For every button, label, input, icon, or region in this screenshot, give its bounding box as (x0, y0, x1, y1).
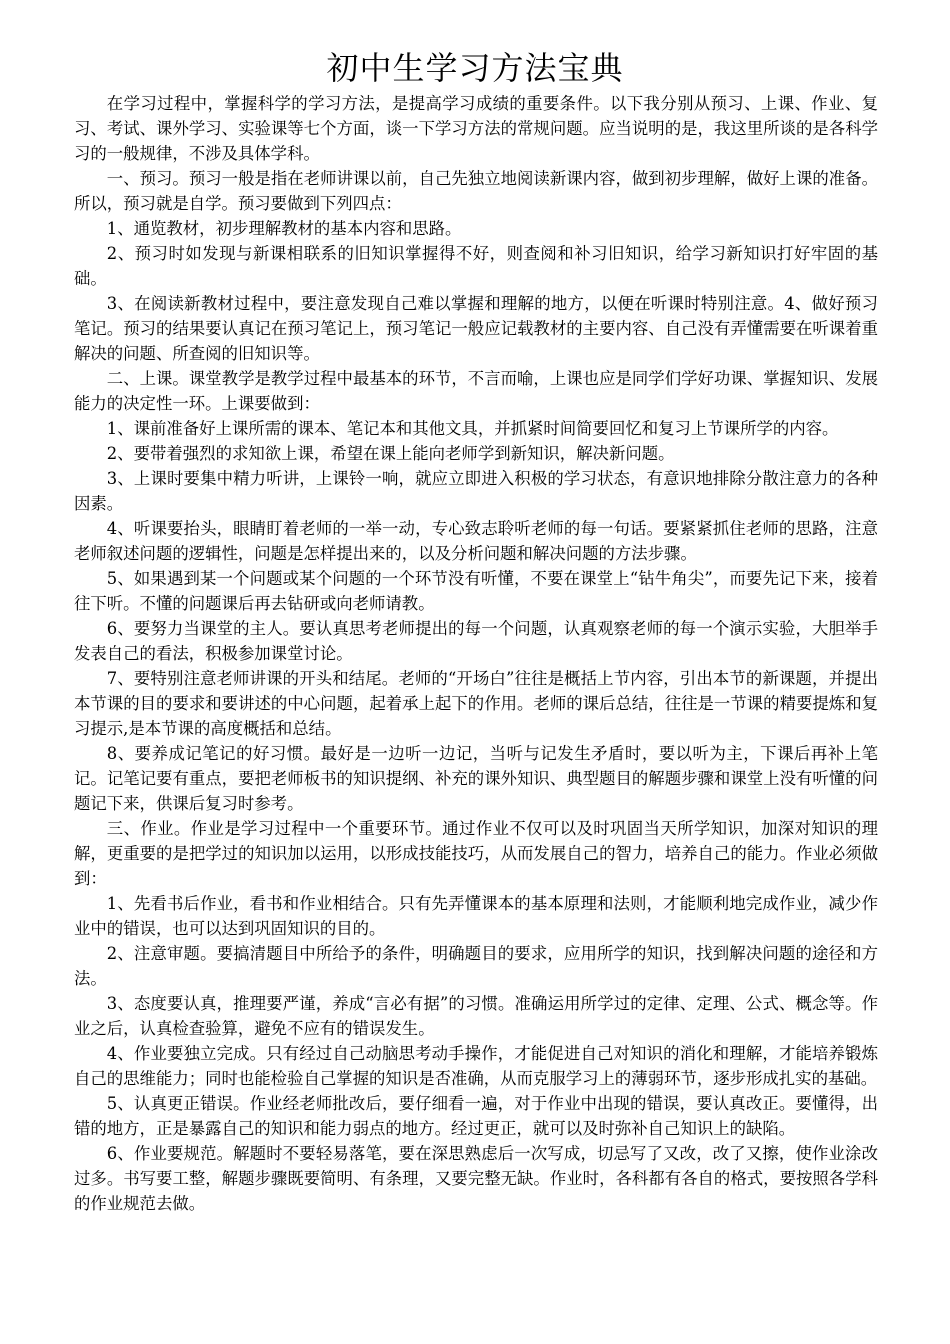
paragraph: 4、听课要抬头，眼睛盯着老师的一举一动，专心致志聆听老师的每一句话。要紧紧抓住老师的思路，注意老师叙述问题的逻辑性，问题是怎样提出来的，以及分析问题和解决问题的方法步骤。 (74, 519, 878, 563)
paragraph: 1、先看书后作业，看书和作业相结合。只有先弄懂课本的基本原理和法则，才能顺利地完成作业，减少作业中的错误，也可以达到巩固知识的目的。 (74, 894, 878, 938)
paragraph: 三、作业。作业是学习过程中一个重要环节。通过作业不仅可以及时巩固当天所学知识，加深对知识的理解，更重要的是把学过的知识加以运用，以形成技能技巧，从而发展自己的智力，培养自己的能力。作业必须做到： (74, 819, 878, 888)
paragraph: 5、如果遇到某一个问题或某个问题的一个环节没有听懂，不要在课堂上“钻牛角尖”，而要先记下来，接着往下听。不懂的问题课后再去钻研或向老师请教。 (74, 569, 878, 613)
paragraph: 在学习过程中，掌握科学的学习方法，是提高学习成绩的重要条件。以下我分别从预习、上课、作业、复习、考试、课外学习、实验课等七个方面，谈一下学习方法的常规问题。应当说明的是，我这里所谈的是各科学习的一般规律，不涉及具体学科。 (74, 94, 878, 163)
document-title: 初中生学习方法宝典 (326, 49, 624, 87)
paragraph: 2、注意审题。要搞清题目中所给予的条件，明确题目的要求，应用所学的知识，找到解决问题的途径和方法。 (74, 944, 878, 988)
paragraph: 3、上课时要集中精力听讲，上课铃一响，就应立即进入积极的学习状态，有意识地排除分散注意力的各种因素。 (74, 469, 878, 513)
document-body (74, 91, 878, 1216)
paragraph: 8、要养成记笔记的好习惯。最好是一边听一边记，当听与记发生矛盾时，要以听为主，下课后再补上笔记。记笔记要有重点，要把老师板书的知识提纲、补充的课外知识、典型题目的解题步骤和课堂上没有听懂的问题记下来，供课后复习时参考。 (74, 744, 878, 813)
paragraph: 3、态度要认真，推理要严谨，养成“言必有据”的习惯。准确运用所学过的定律、定理、公式、概念等。作业之后，认真检查验算，避免不应有的错误发生。 (74, 994, 878, 1038)
paragraph: 1、课前准备好上课所需的课本、笔记本和其他文具，并抓紧时间简要回忆和复习上节课所学的内容。 (106, 419, 839, 438)
paragraph: 2、预习时如发现与新课相联系的旧知识掌握得不好，则查阅和补习旧知识，给学习新知识打好牢固的基础。 (74, 244, 878, 288)
paragraph: 二、上课。课堂教学是教学过程中最基本的环节，不言而喻，上课也应是同学们学好功课、掌握知识、发展能力的决定性一环。上课要做到： (74, 369, 878, 413)
paragraph: 7、要特别注意老师讲课的开头和结尾。老师的“开场白”往往是概括上节内容，引出本节的新课题，并提出本节课的目的要求和要讲述的中心问题，起着承上起下的作用。老师的课后总结，往往是一节课的精要提炼和复习提示,是本节课的高度概括和总结。 (74, 669, 878, 738)
paragraph: 5、认真更正错误。作业经老师批改后，要仔细看一遍，对于作业中出现的错误，要认真改正。要懂得，出错的地方，正是暴露自己的知识和能力弱点的地方。经过更正，就可以及时弥补自己知识上的缺陷。 (74, 1094, 878, 1138)
paragraph: 一、预习。预习一般是指在老师讲课以前，自己先独立地阅读新课内容，做到初步理解，做好上课的准备。所以，预习就是自学。预习要做到下列四点： (74, 169, 878, 213)
paragraph: 2、要带着强烈的求知欲上课，希望在课上能向老师学到新知识，解决新问题。 (106, 444, 675, 463)
paragraph: 1、通览教材，初步理解教材的基本内容和思路。 (106, 219, 462, 238)
paragraph: 6、要努力当课堂的主人。要认真思考老师提出的每一个问题，认真观察老师的每一个演示实验，大胆举手发表自己的看法，积极参加课堂讨论。 (74, 619, 878, 663)
paragraph: 6、作业要规范。解题时不要轻易落笔，要在深思熟虑后一次写成，切忌写了又改，改了又擦，使作业涂改过多。书写要工整，解题步骤既要简明、有条理，又要完整无缺。作业时，各科都有各自的格式，要按照各学科的作业规范去做。 (74, 1144, 878, 1213)
paragraph: 4、作业要独立完成。只有经过自己动脑思考动手操作，才能促进自己对知识的消化和理解，才能培养锻炼自己的思维能力；同时也能检验自己掌握的知识是否准确，从而克服学习上的薄弱环节，逐步形成扎实的基础。 (74, 1044, 878, 1088)
paragraph: 3、在阅读新教材过程中，要注意发现自己难以掌握和理解的地方，以便在听课时特别注意。4、做好预习笔记。预习的结果要认真记在预习笔记上，预习笔记一般应记载教材的主要内容、自己没有弄懂需要在听课着重解决的问题、所查阅的旧知识等。 (74, 294, 878, 363)
